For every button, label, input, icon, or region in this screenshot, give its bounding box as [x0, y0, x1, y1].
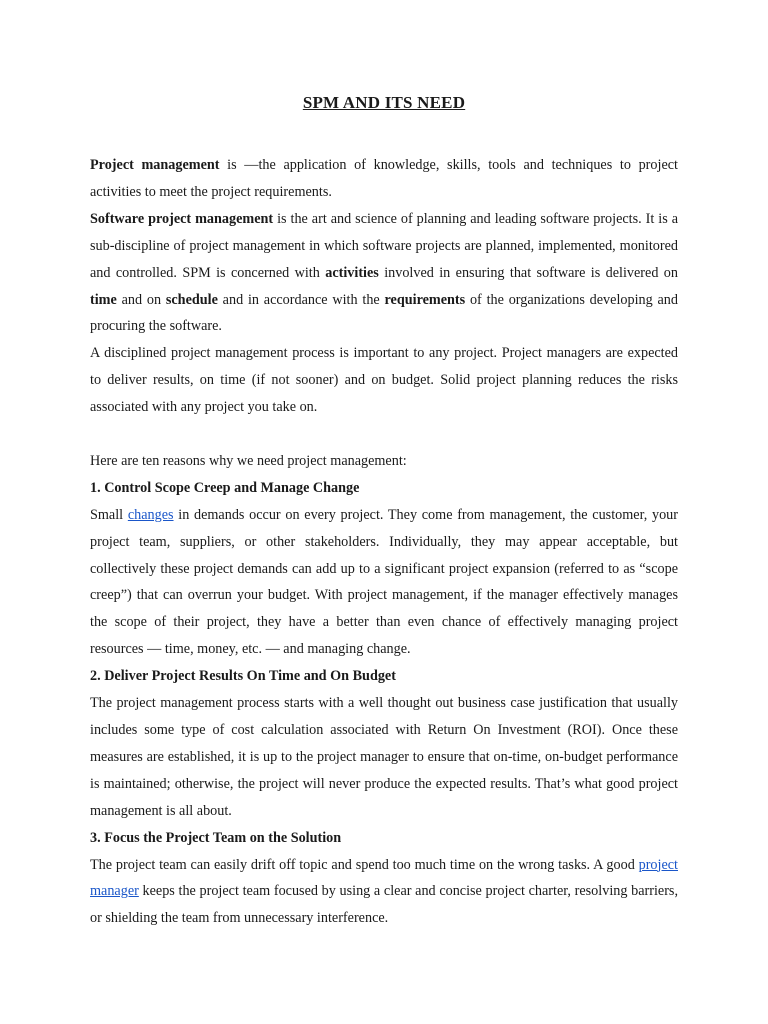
paragraph-text: and on	[116, 291, 166, 308]
reason-3-text	[90, 852, 678, 933]
reasons-intro: Here are ten reasons why we need project management:	[90, 452, 407, 469]
paragraph-text: is the art and science of planning and leading software projects. It is a sub-discipline of project management in which software projects are planned, implemented, monitored and controlled. SPM is concerned with	[90, 210, 678, 281]
term-project-management: Project management	[90, 157, 220, 173]
emphasis-schedule: schedule	[165, 291, 218, 308]
reason-2-heading: 2. Deliver Project Results On Time and On Budget	[90, 668, 396, 685]
emphasis-time: time	[90, 291, 117, 308]
emphasis-activities: activities	[325, 264, 379, 281]
paragraph-disciplined-process: A disciplined project management process is important to any project. Project managers are expected to deliver results, on time (if not sooner) and on budget. Solid project planning reduces the risks associated with any project you take on.	[90, 345, 678, 416]
emphasis-requirements: requirements	[384, 291, 466, 308]
paragraph-project-management	[90, 152, 678, 206]
paragraph-text: keeps the project team focused by using a clear and concise project charter, resolving barriers, or shielding the team from unnecessary interference.	[90, 883, 678, 927]
changes-link[interactable]: changes	[127, 506, 174, 523]
paragraph-text: involved in ensuring that software is delivered on	[378, 264, 678, 281]
paragraph-text: is —the application of knowledge, skills, tools and techniques to project activities to meet the project requirements.	[90, 157, 678, 200]
document-body	[90, 152, 678, 932]
paragraph-text: and in accordance with the	[217, 291, 385, 308]
project-manager-link[interactable]: project manager	[90, 856, 678, 900]
paragraph-software-project-management	[90, 206, 678, 341]
reason-1-text	[90, 502, 678, 663]
reason-3-heading: 3. Focus the Project Team on the Solution	[90, 829, 342, 846]
paragraph-text: The project team can easily drift off topic and spend too much time on the wrong tasks. A good	[90, 856, 639, 873]
reason-2-text: The project management process starts with a well thought out business case justification that usually includes some type of cost calculation associated with Return On Investment (ROI). Once these measures are established, it is up to the project manager to ensure that on-time, on-budget performance is maintained; otherwise, the project will never produce the expected results. That’s what good project management is all about.	[90, 695, 678, 819]
paragraph-text: of the organizations developing and procuring the software.	[90, 291, 678, 335]
paragraph-text: in demands occur on every project. They come from management, the customer, your project team, suppliers, or other stakeholders. Individually, they may appear acceptable, but collectively these project demands can add up to a significant project expansion (referred to as “scope creep”) that can overrun your budget. With project management, if the manager effectively manages the scope of their project, they have a better than even chance of effectively managing project resources — time, money, etc. — and managing change.	[90, 506, 678, 658]
paragraph-text: Small	[90, 506, 128, 523]
reason-1-heading: 1. Control Scope Creep and Manage Change	[90, 479, 360, 496]
page-title: SPM AND ITS NEED	[302, 93, 466, 112]
term-software-project-management: Software project management	[90, 210, 274, 227]
